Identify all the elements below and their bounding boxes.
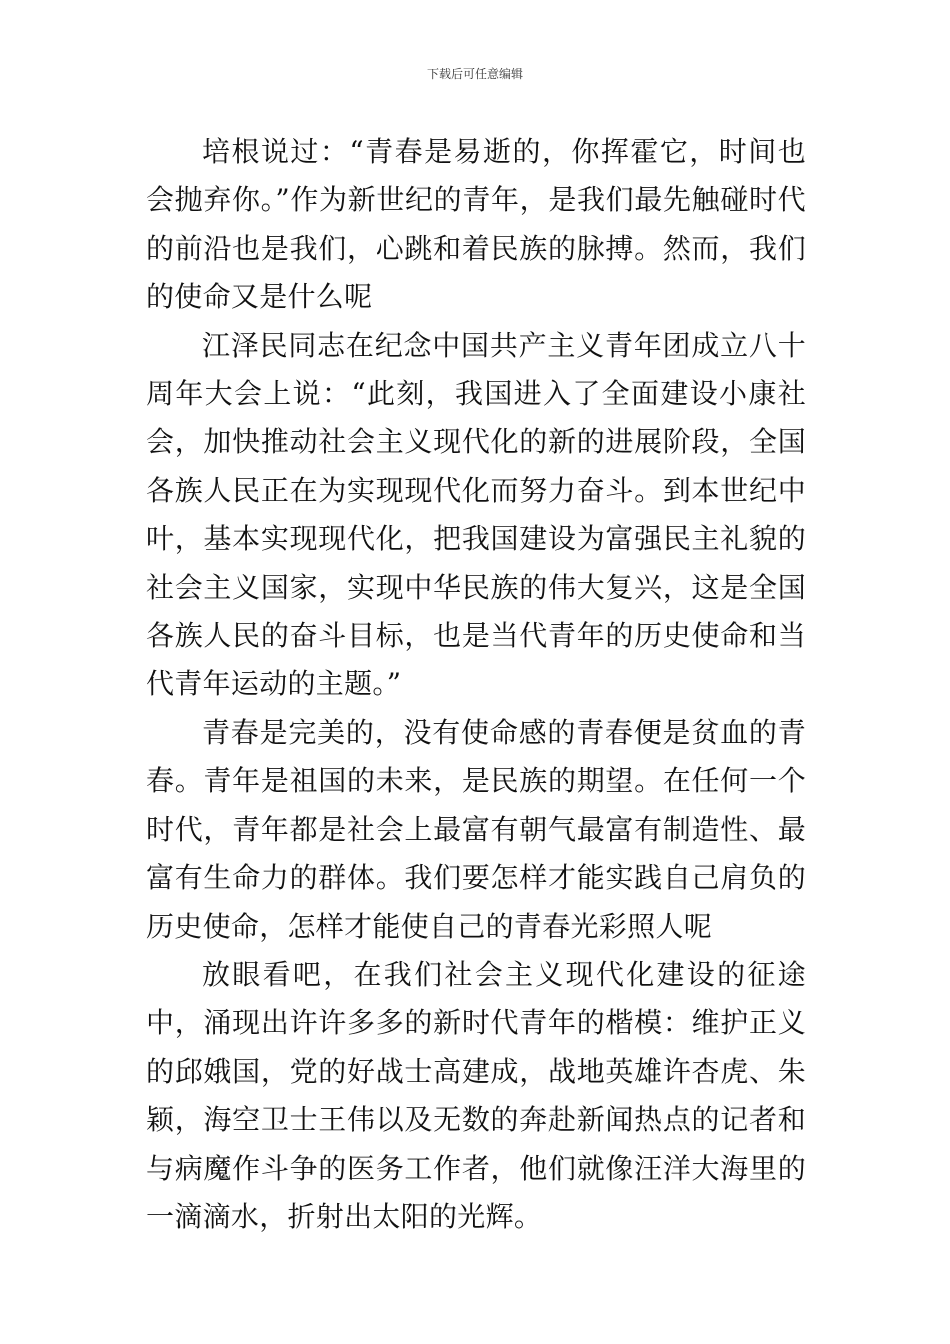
paragraph-1: 培根说过：“青春是易逝的，你挥霍它，时间也会抛弃你。”作为新世纪的青年，是我们最先触碰时代的前沿也是我们，心跳和着民族的脉搏。然而，我们的使命又是什么呢 <box>146 135 806 314</box>
page-header: 下载后可任意编辑 <box>426 67 523 81</box>
paragraph-4: 放眼看吧，在我们社会主义现代化建设的征途中，涌现出许许多多的新时代青年的楷模：维护正义的邱娥国，党的好战士高建成，战地英雄许杏虎、朱颖，海空卫士王伟以及无数的奔赴新闻热点的记者和与病魔作斗争的医务工作者，他们就像汪洋大海里的一滴滴水，折射出太阳的光辉。 <box>146 957 806 1233</box>
paragraph-3: 青春是完美的，没有使命感的青春便是贫血的青春。青年是祖国的未来，是民族的期望。在任何一个时代，青年都是社会上最富有朝气最富有制造性、最富有生命力的群体。我们要怎样才能实践自己肩负的历史使命，怎样才能使自己的青春光彩照人呢 <box>146 715 806 943</box>
paragraph-2: 江泽民同志在纪念中国共产主义青年团成立八十周年大会上说：“此刻，我国进入了全面建设小康社会，加快推动社会主义现代化的新的进展阶段，全国各族人民正在为实现现代化而努力奋斗。到本世纪中叶，基本实现现代化，把我国建设为富强民主礼貌的社会主义国家，实现中华民族的伟大复兴，这是全国各族人民的奋斗目标，也是当代青年的历史使命和当代青年运动的主题。” <box>146 328 806 701</box>
document-body <box>146 128 806 1241</box>
